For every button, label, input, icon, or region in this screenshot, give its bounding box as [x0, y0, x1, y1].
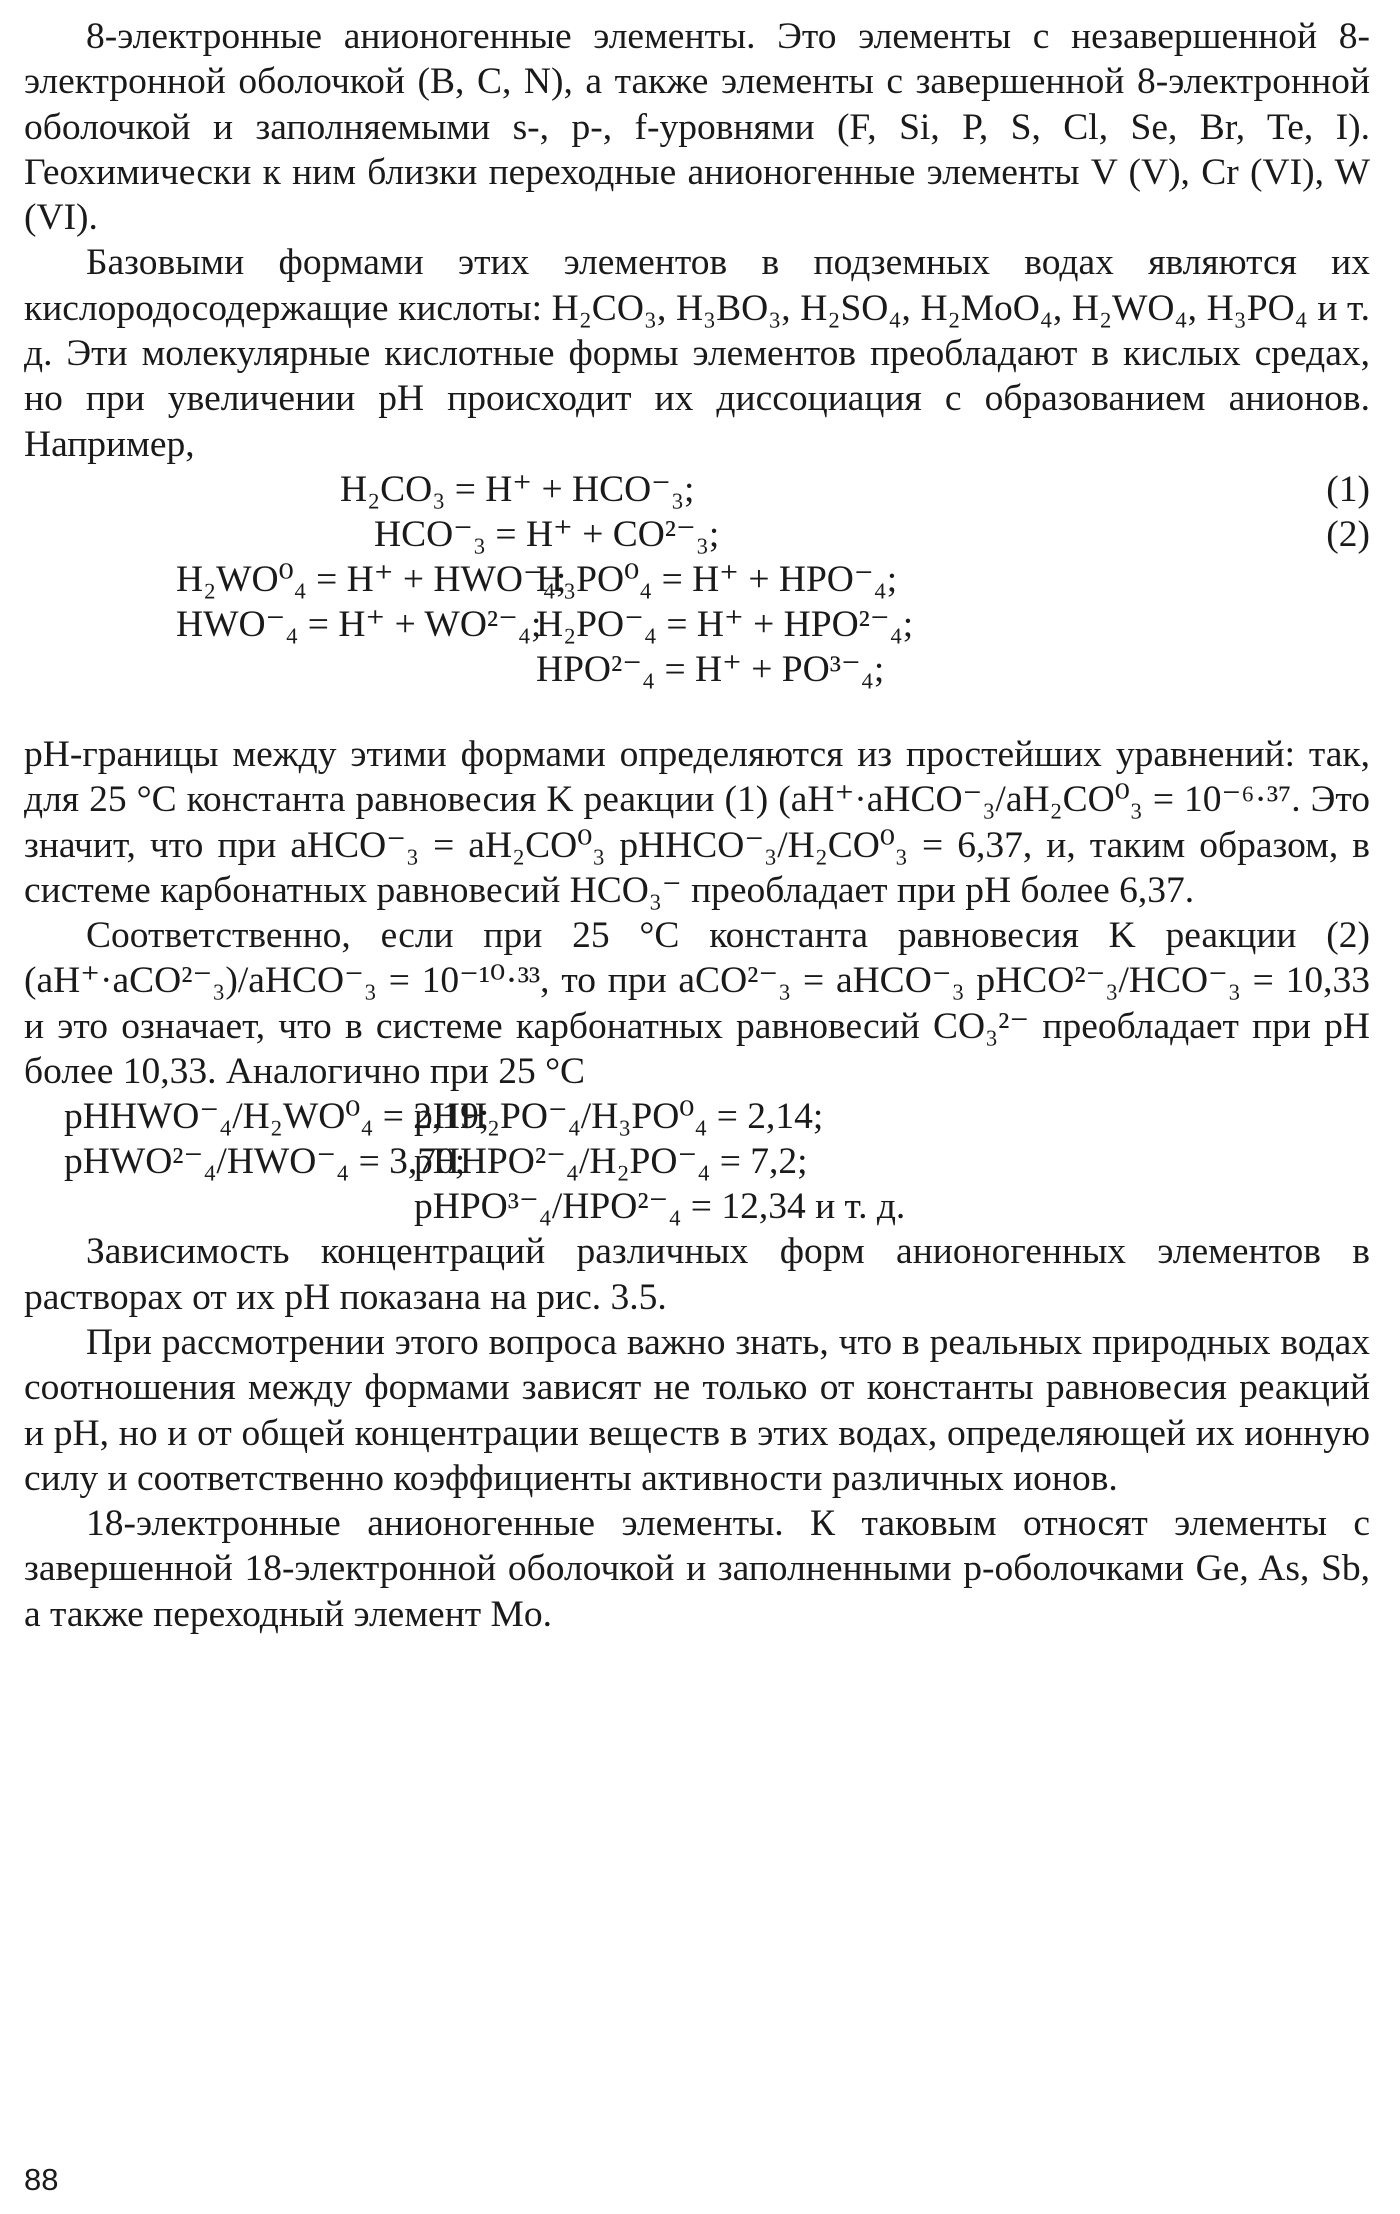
equation-tungstate-phosphate-1: [24, 557, 1370, 602]
ph-values-row-1: [24, 1094, 1370, 1139]
paragraph-base-forms: Базовыми формами этих элементов в подземных водах являются их кислородосодержащие кислоты: H₂CO₃, H₃BO₃, H₂SO₄, H₂MoO₄, H₂WO₄, H₃PO₄ и т. д. Эти молекулярные кислотные формы элементов преобладают в кислых средах, но при увеличении pH происходит их диссоциация с образованием анионов. Например,: [24, 242, 1370, 465]
spacer: [24, 692, 1370, 732]
paragraph-carbonate-equilibrium: Соответственно, если при 25 °С константа равновесия K реакции (2) (aH⁺·aCO²⁻₃)/aHCO⁻₃ = 10⁻¹⁰·³³, то при aCO²⁻₃ = aHCO⁻₃ pHCO²⁻₃/HCO⁻₃ = 10,33 и это означает, что в системе карбонатных равновесий CO₃²⁻ преобладает при pH более 10,33. Аналогично при 25 °С: [24, 915, 1370, 1093]
equation-2: [24, 512, 1370, 557]
ph-tungstate-2: pHWO²⁻₄/HWO⁻₄ = 3,70;: [64, 1141, 466, 1183]
ph-phosphate-1: pHH₂PO⁻₄/H₃PO⁰₄ = 2,14;: [414, 1096, 824, 1138]
ph-values-row-3: [24, 1184, 1370, 1229]
ph-values-row-2: [24, 1139, 1370, 1184]
paragraph-natural-waters: При рассмотрении этого вопроса важно знать, что в реальных природных водах соотношения между формами зависят не только от константы равновесия реакций и pH, но и от общей концентрации веществ в этих водах, определяющей их ионную силу и соответственно коэффициенты активности различных ионов.: [24, 1321, 1370, 1499]
page-body: [24, 14, 1370, 1637]
ph-tungstate-1: pHHWO⁻₄/H₂WO⁰₄ = 2,19;: [64, 1096, 490, 1138]
equation-1-number: (1): [1326, 468, 1370, 510]
equation-2-number: (2): [1326, 513, 1370, 555]
equation-1-text: H₂CO₃ = H⁺ + HCO⁻₃;: [340, 468, 695, 510]
ph-phosphate-2: pHHPO²⁻₄/H₂PO⁻₄ = 7,2;: [414, 1141, 808, 1183]
equation-1: [24, 467, 1370, 512]
paragraph-18-electron-elements: 18-электронные анионогенные элементы. К таковым относят элементы с завершенной 18-электронной оболочкой и заполненными p-оболочками Ge, As, Sb, а также переходный элемент Mo.: [24, 1503, 1370, 1635]
equation-phosphate-2: H₂PO⁻₄ = H⁺ + HPO²⁻₄;: [536, 603, 914, 645]
equation-phosphate-3-row: [24, 647, 1370, 692]
ph-phosphate-3: pHPO³⁻₄/HPO²⁻₄ = 12,34 и т. д.: [414, 1186, 906, 1228]
paragraph-8-electron-elements: 8-электронные анионогенные элементы. Это элементы с незавершенной 8-электронной оболочкой (B, C, N), а также элементы с завершенной 8-электронной оболочкой и заполняемыми s-, p-, f-уровнями (F, Si, P, S, Cl, Se, Br, Te, I). Геохимически к ним близки переходные анионогенные элементы V (V), Cr (VI), W (VI).: [24, 16, 1370, 239]
page-number: 88: [24, 2162, 59, 2197]
paragraph-ph-boundaries: pH-границы между этими формами определяются из простейших уравнений: так, для 25 °С константа равновесия K реакции (1) (aH⁺·aHCO⁻₃/aH₂CO⁰₃ = 10⁻⁶·³⁷. Это значит, что при aHCO⁻₃ = aH₂CO⁰₃ pHHCO⁻₃/H₂CO⁰₃ = 6,37, и, таким образом, в системе карбонатных равновесий HCO₃⁻ преобладает при pH более 6,37.: [24, 733, 1370, 911]
equation-2-text: HCO⁻₃ = H⁺ + CO²⁻₃;: [374, 513, 720, 555]
equation-tungstate-phosphate-2: [24, 602, 1370, 647]
equation-phosphate-3: HPO²⁻₄ = H⁺ + PO³⁻₄;: [536, 648, 885, 690]
equation-phosphate-1: H₃PO⁰₄ = H⁺ + HPO⁻₄;: [536, 558, 898, 600]
equation-tungstate-1: H₂WO⁰₄ = H⁺ + HWO⁻₄;: [176, 558, 567, 600]
equation-tungstate-2: HWO⁻₄ = H⁺ + WO²⁻₄;: [176, 603, 542, 645]
paragraph-concentration-dependence: Зависимость концентраций различных форм анионогенных элементов в растворах от их pH показана на рис. 3.5.: [24, 1231, 1370, 1318]
